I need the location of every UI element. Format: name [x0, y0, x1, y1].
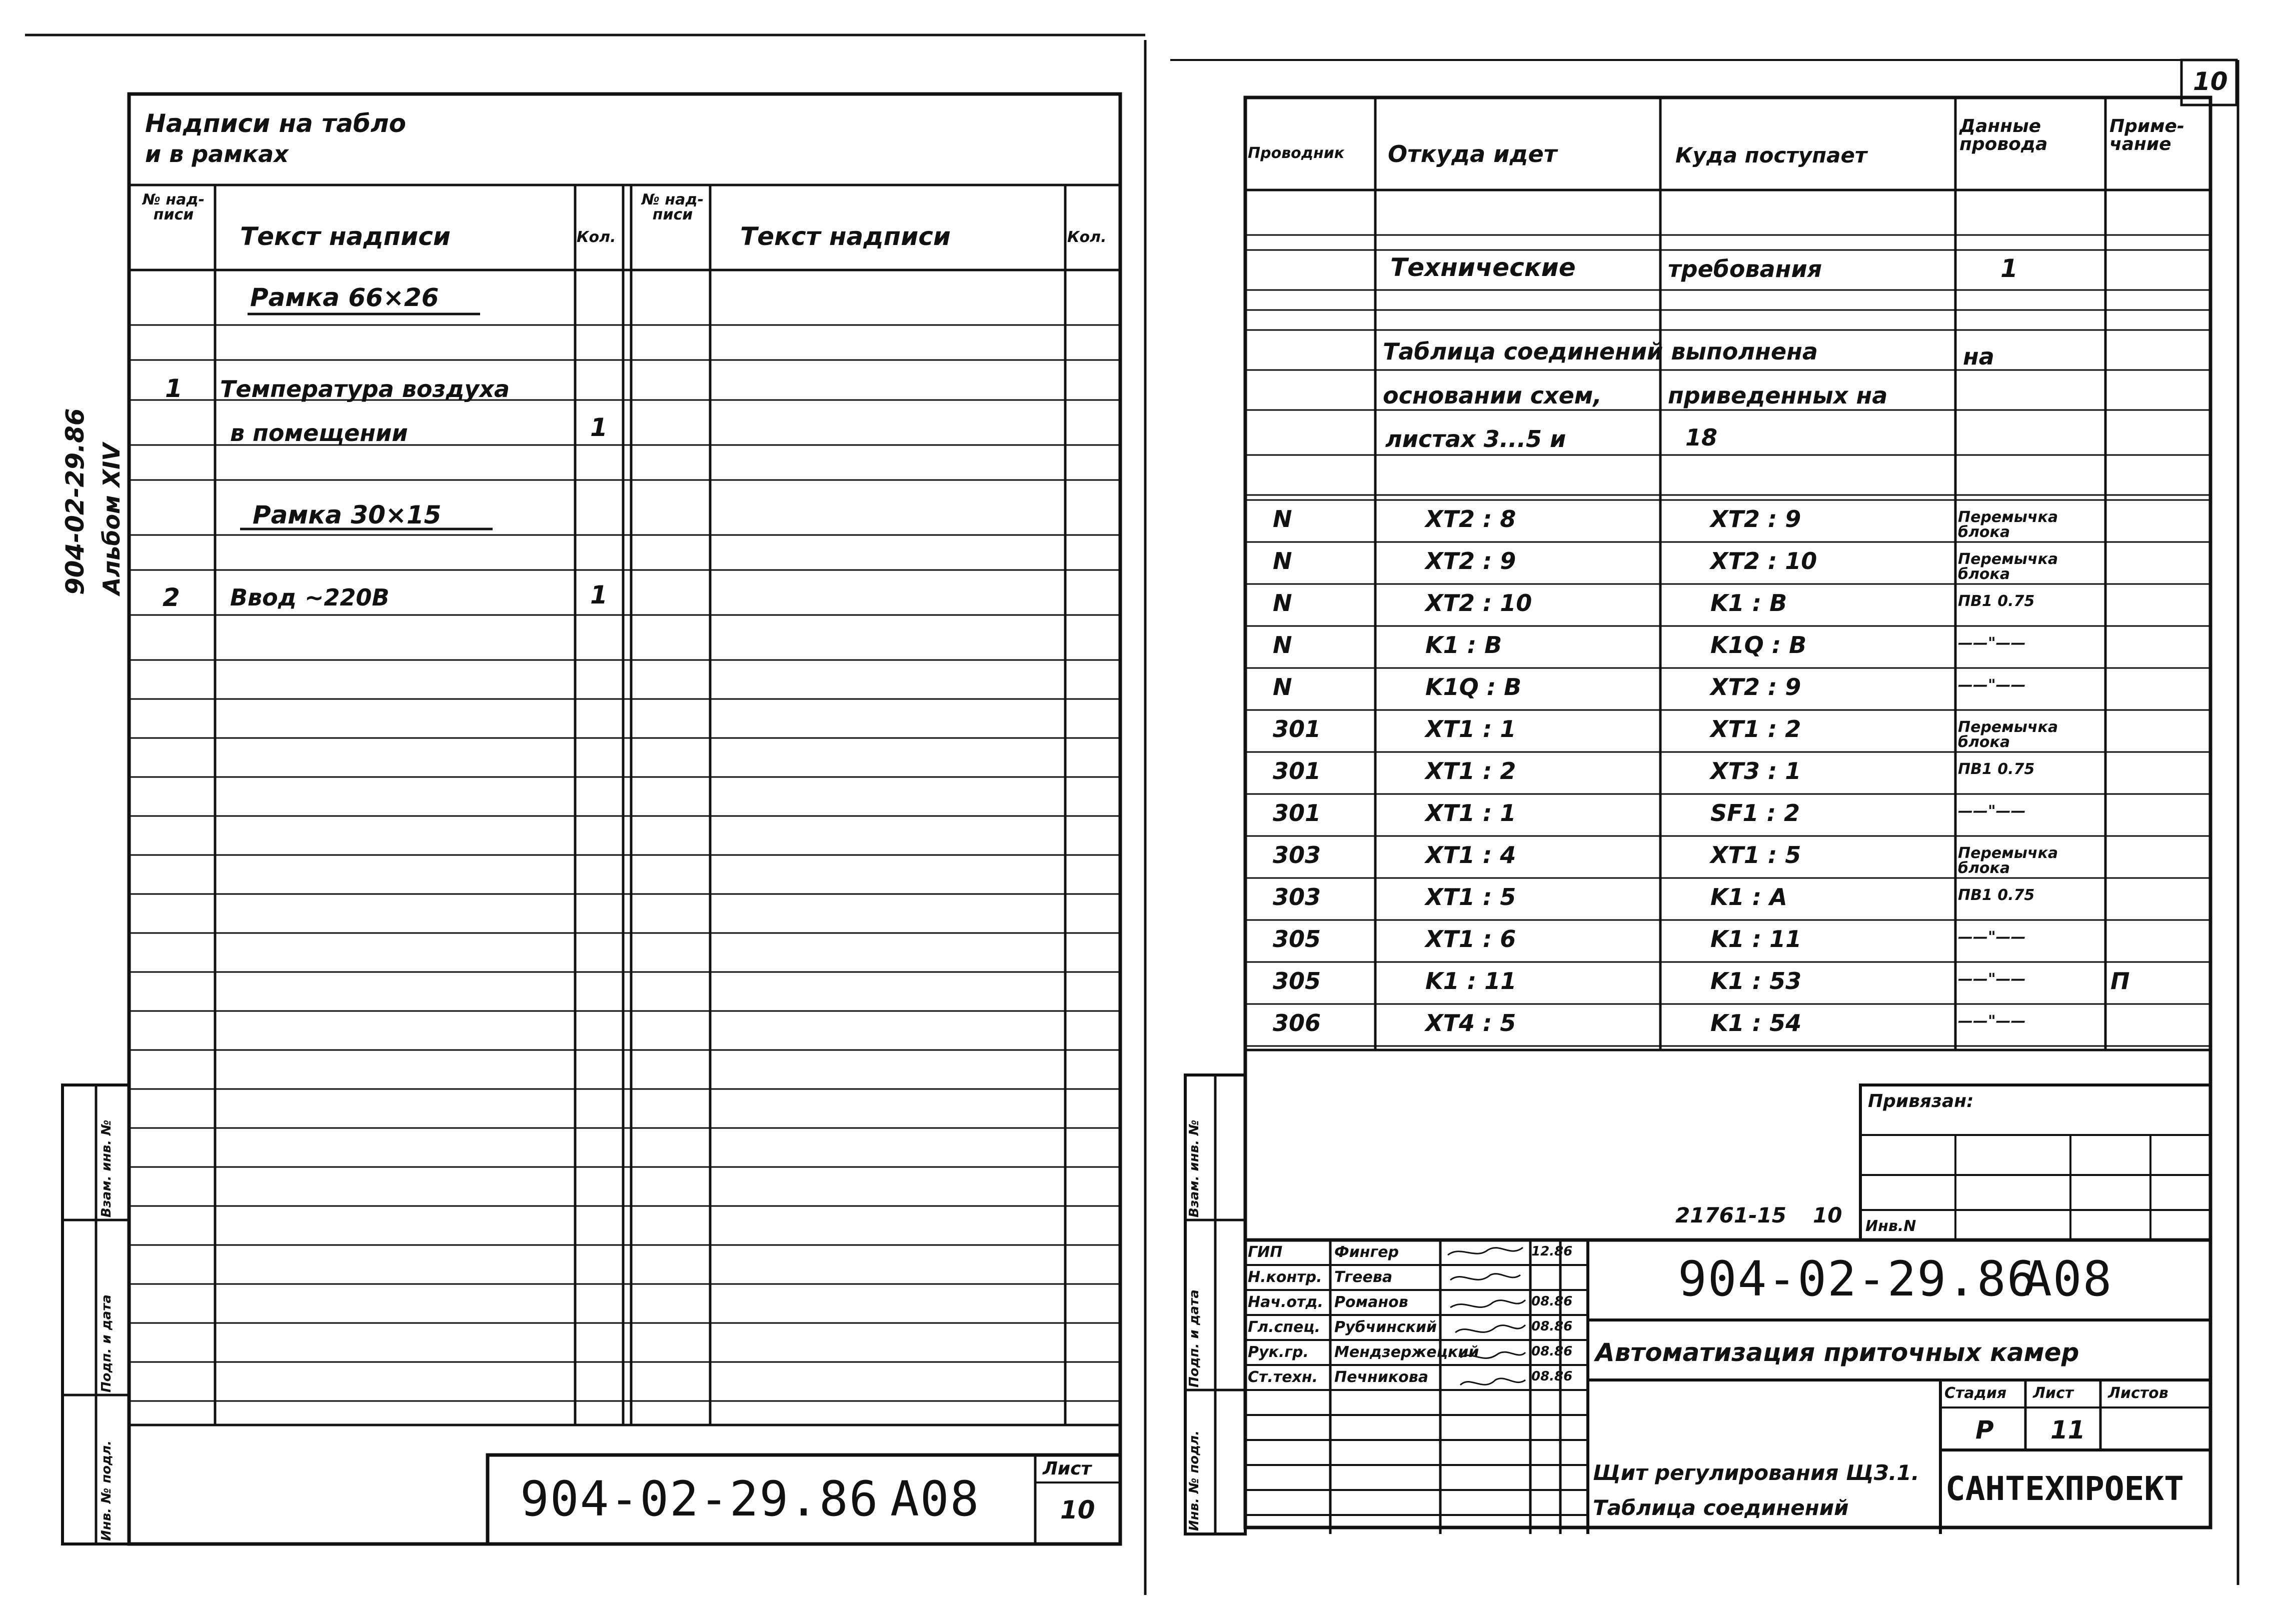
left-header-text: Текст надписи	[240, 222, 451, 251]
signature-role: Нач.отд.	[1248, 1294, 1323, 1311]
left-row-text: Ввод ~220В	[230, 584, 390, 611]
connection-to: XT2 : 9	[1710, 506, 1801, 532]
connection-from: XT2 : 9	[1425, 548, 1516, 574]
connection-data: ——"——	[1958, 634, 2026, 652]
left-row-qty: 1	[590, 413, 608, 442]
connection-wire: N	[1273, 674, 1292, 700]
connection-wire: 305	[1273, 968, 1321, 994]
connection-wire: N	[1273, 632, 1292, 658]
left-margin-orig-inv: Инв. № подл.	[99, 1440, 114, 1541]
right-margin-orig-inv: Инв. № подл.	[1187, 1430, 1202, 1531]
signature-date: 08.86	[1531, 1294, 1573, 1309]
sheet-value: 11	[2050, 1416, 2085, 1444]
connection-data: Перемычка блока	[1958, 550, 2058, 583]
connection-from: XT2 : 10	[1425, 590, 1532, 616]
left-stamp-suffix: А08	[890, 1471, 980, 1527]
connection-data: Перемычка блока	[1958, 844, 2058, 877]
connection-to: XT2 : 9	[1710, 674, 1801, 700]
signature-date: 08.86	[1531, 1344, 1573, 1359]
signature-name: Мендзержецкий	[1334, 1344, 1479, 1361]
connection-from: K1Q : B	[1425, 674, 1522, 700]
connection-wire: 301	[1273, 716, 1321, 742]
signature-name: Рубчинский	[1334, 1318, 1437, 1336]
right-header-wire: Проводник	[1248, 144, 1345, 162]
connection-wire: 301	[1273, 758, 1321, 784]
connection-to: XT1 : 5	[1710, 842, 1801, 868]
signature-date: 08.86	[1531, 1319, 1573, 1334]
connection-from: XT1 : 2	[1425, 758, 1516, 784]
connection-data: ——"——	[1958, 802, 2026, 820]
connection-data: ——"——	[1958, 928, 2026, 946]
connection-note: П	[2110, 968, 2130, 994]
connection-to: K1 : 54	[1710, 1010, 1802, 1036]
left-margin-replace-inv: Взам. инв. №	[99, 1120, 114, 1218]
left-row-qty: 1	[590, 580, 608, 610]
inv-label: Инв.N	[1865, 1218, 1916, 1235]
signature-name: Тгеева	[1334, 1268, 1393, 1286]
connection-from: K1 : B	[1425, 632, 1502, 658]
signature-role: Н.контр.	[1248, 1268, 1322, 1286]
sheets-label: Листов	[2108, 1384, 2168, 1402]
connection-data: ПВ1 0.75	[1958, 760, 2035, 778]
left-margin-sign-date: Подп. и дата	[99, 1294, 114, 1392]
note-line-a: листах 3...5 и	[1385, 426, 1566, 452]
connection-wire: N	[1273, 548, 1292, 574]
left-row-num: 2	[163, 583, 180, 612]
connection-to: XT1 : 2	[1710, 716, 1801, 742]
doc-title-line1: Щит регулирования ЩЗ.1.	[1593, 1460, 1919, 1485]
left-stamp-code: 904-02-29.86	[520, 1471, 879, 1527]
connection-data: ——"——	[1958, 970, 2026, 988]
signature-role: ГИП	[1248, 1244, 1283, 1261]
small-sheet: 10	[1813, 1203, 1842, 1228]
left-row-text: Рамка 66×26	[250, 283, 439, 312]
note-line-b: на	[1963, 343, 1994, 370]
left-row-text: Температура воздуха	[220, 376, 510, 402]
connection-data: ——"——	[1958, 1012, 2026, 1030]
connection-wire: 306	[1273, 1010, 1321, 1036]
small-code: 21761-15	[1675, 1203, 1786, 1228]
connection-to: XT3 : 1	[1710, 758, 1801, 784]
connection-wire: 301	[1273, 800, 1321, 826]
left-row-text: в помещении	[230, 420, 408, 446]
connection-wire: N	[1273, 590, 1292, 616]
signature-name: Фингер	[1334, 1244, 1399, 1261]
signature-role: Ст.техн.	[1248, 1368, 1318, 1386]
tech-req-from: Технические	[1390, 253, 1576, 282]
signature-date: 08.86	[1531, 1369, 1573, 1384]
right-stamp-code: 904-02-29.86	[1678, 1251, 2037, 1307]
connection-to: K1 : A	[1710, 884, 1787, 910]
connection-from: XT1 : 1	[1425, 716, 1516, 742]
connection-to: SF1 : 2	[1710, 800, 1800, 826]
connection-to: K1Q : B	[1710, 632, 1807, 658]
note-line-b: 18	[1685, 424, 1718, 451]
left-title-line1: Надписи на табло	[145, 109, 406, 138]
connection-from: XT1 : 1	[1425, 800, 1516, 826]
left-row-text: Рамка 30×15	[253, 500, 442, 530]
left-sheet-number: 10	[1060, 1496, 1095, 1524]
connection-to: XT2 : 10	[1710, 548, 1817, 574]
connection-wire: N	[1273, 506, 1292, 532]
right-margin-replace-inv: Взам. инв. №	[1187, 1120, 1202, 1218]
signature-name: Печникова	[1334, 1368, 1428, 1386]
connection-wire: 303	[1273, 842, 1321, 868]
connection-from: XT1 : 6	[1425, 926, 1516, 952]
left-sheet-label: Лист	[1043, 1458, 1092, 1479]
connection-from: XT4 : 5	[1425, 1010, 1516, 1036]
project-title: Автоматизация приточных камер	[1595, 1338, 2079, 1367]
left-side-code: 904-02-29.86	[61, 408, 90, 595]
connection-to: K1 : 53	[1710, 968, 1802, 994]
left-row-num: 1	[165, 374, 183, 403]
left-title-line2: и в рамках	[145, 140, 289, 168]
sheet-corner-number: 10	[2193, 67, 2228, 96]
connection-to: K1 : 11	[1710, 926, 1802, 952]
tech-req-to: требования	[1668, 256, 1822, 282]
left-header-text2: Текст надписи	[740, 222, 951, 251]
connection-wire: 305	[1273, 926, 1321, 952]
sheet-label: Лист	[2033, 1384, 2074, 1402]
connection-from: XT1 : 4	[1425, 842, 1516, 868]
stage-label: Стадия	[1944, 1384, 2007, 1402]
right-header-from: Откуда идет	[1388, 140, 1557, 168]
company-name: САНТЕХПРОЕКТ	[1945, 1470, 2184, 1508]
left-header-qty2: Кол.	[1067, 228, 1107, 246]
right-header-data: Данные провода	[1959, 116, 2048, 154]
right-header-to: Куда поступает	[1675, 143, 1867, 168]
note-line-a: Таблица соединений выполнена	[1383, 338, 1818, 365]
left-header-num2: № над-писи	[641, 191, 704, 224]
right-stamp-suffix: А08	[2023, 1251, 2113, 1307]
connection-data: Перемычка блока	[1958, 508, 2058, 541]
connection-data: ПВ1 0.75	[1958, 592, 2035, 610]
bound-label: Привязан:	[1868, 1091, 1974, 1112]
stage-value: Р	[1975, 1416, 1994, 1444]
left-header-num: № над-писи	[142, 191, 205, 224]
connection-data: Перемычка блока	[1958, 718, 2058, 751]
doc-title-line2: Таблица соединений	[1593, 1496, 1849, 1520]
note-line-a: основании схем,	[1383, 382, 1602, 409]
tech-req-data: 1	[2000, 254, 2018, 283]
right-header-note: Приме-чание	[2109, 116, 2184, 154]
connection-data: ПВ1 0.75	[1958, 886, 2035, 904]
connection-to: K1 : B	[1710, 590, 1787, 616]
signature-date: 12.86	[1531, 1244, 1573, 1259]
connection-data: ——"——	[1958, 676, 2026, 694]
connection-from: K1 : 11	[1425, 968, 1517, 994]
left-header-qty: Кол.	[577, 228, 616, 246]
left-side-album: Альбом XIV	[98, 443, 125, 595]
connection-from: XT2 : 8	[1425, 506, 1516, 532]
right-margin-sign-date: Подп. и дата	[1187, 1290, 1202, 1388]
signature-name: Романов	[1334, 1294, 1408, 1311]
note-line-b: приведенных на	[1668, 382, 1888, 409]
signature-role: Гл.спец.	[1248, 1318, 1320, 1336]
signature-role: Рук.гр.	[1248, 1344, 1309, 1361]
connection-from: XT1 : 5	[1425, 884, 1516, 910]
connection-wire: 303	[1273, 884, 1321, 910]
